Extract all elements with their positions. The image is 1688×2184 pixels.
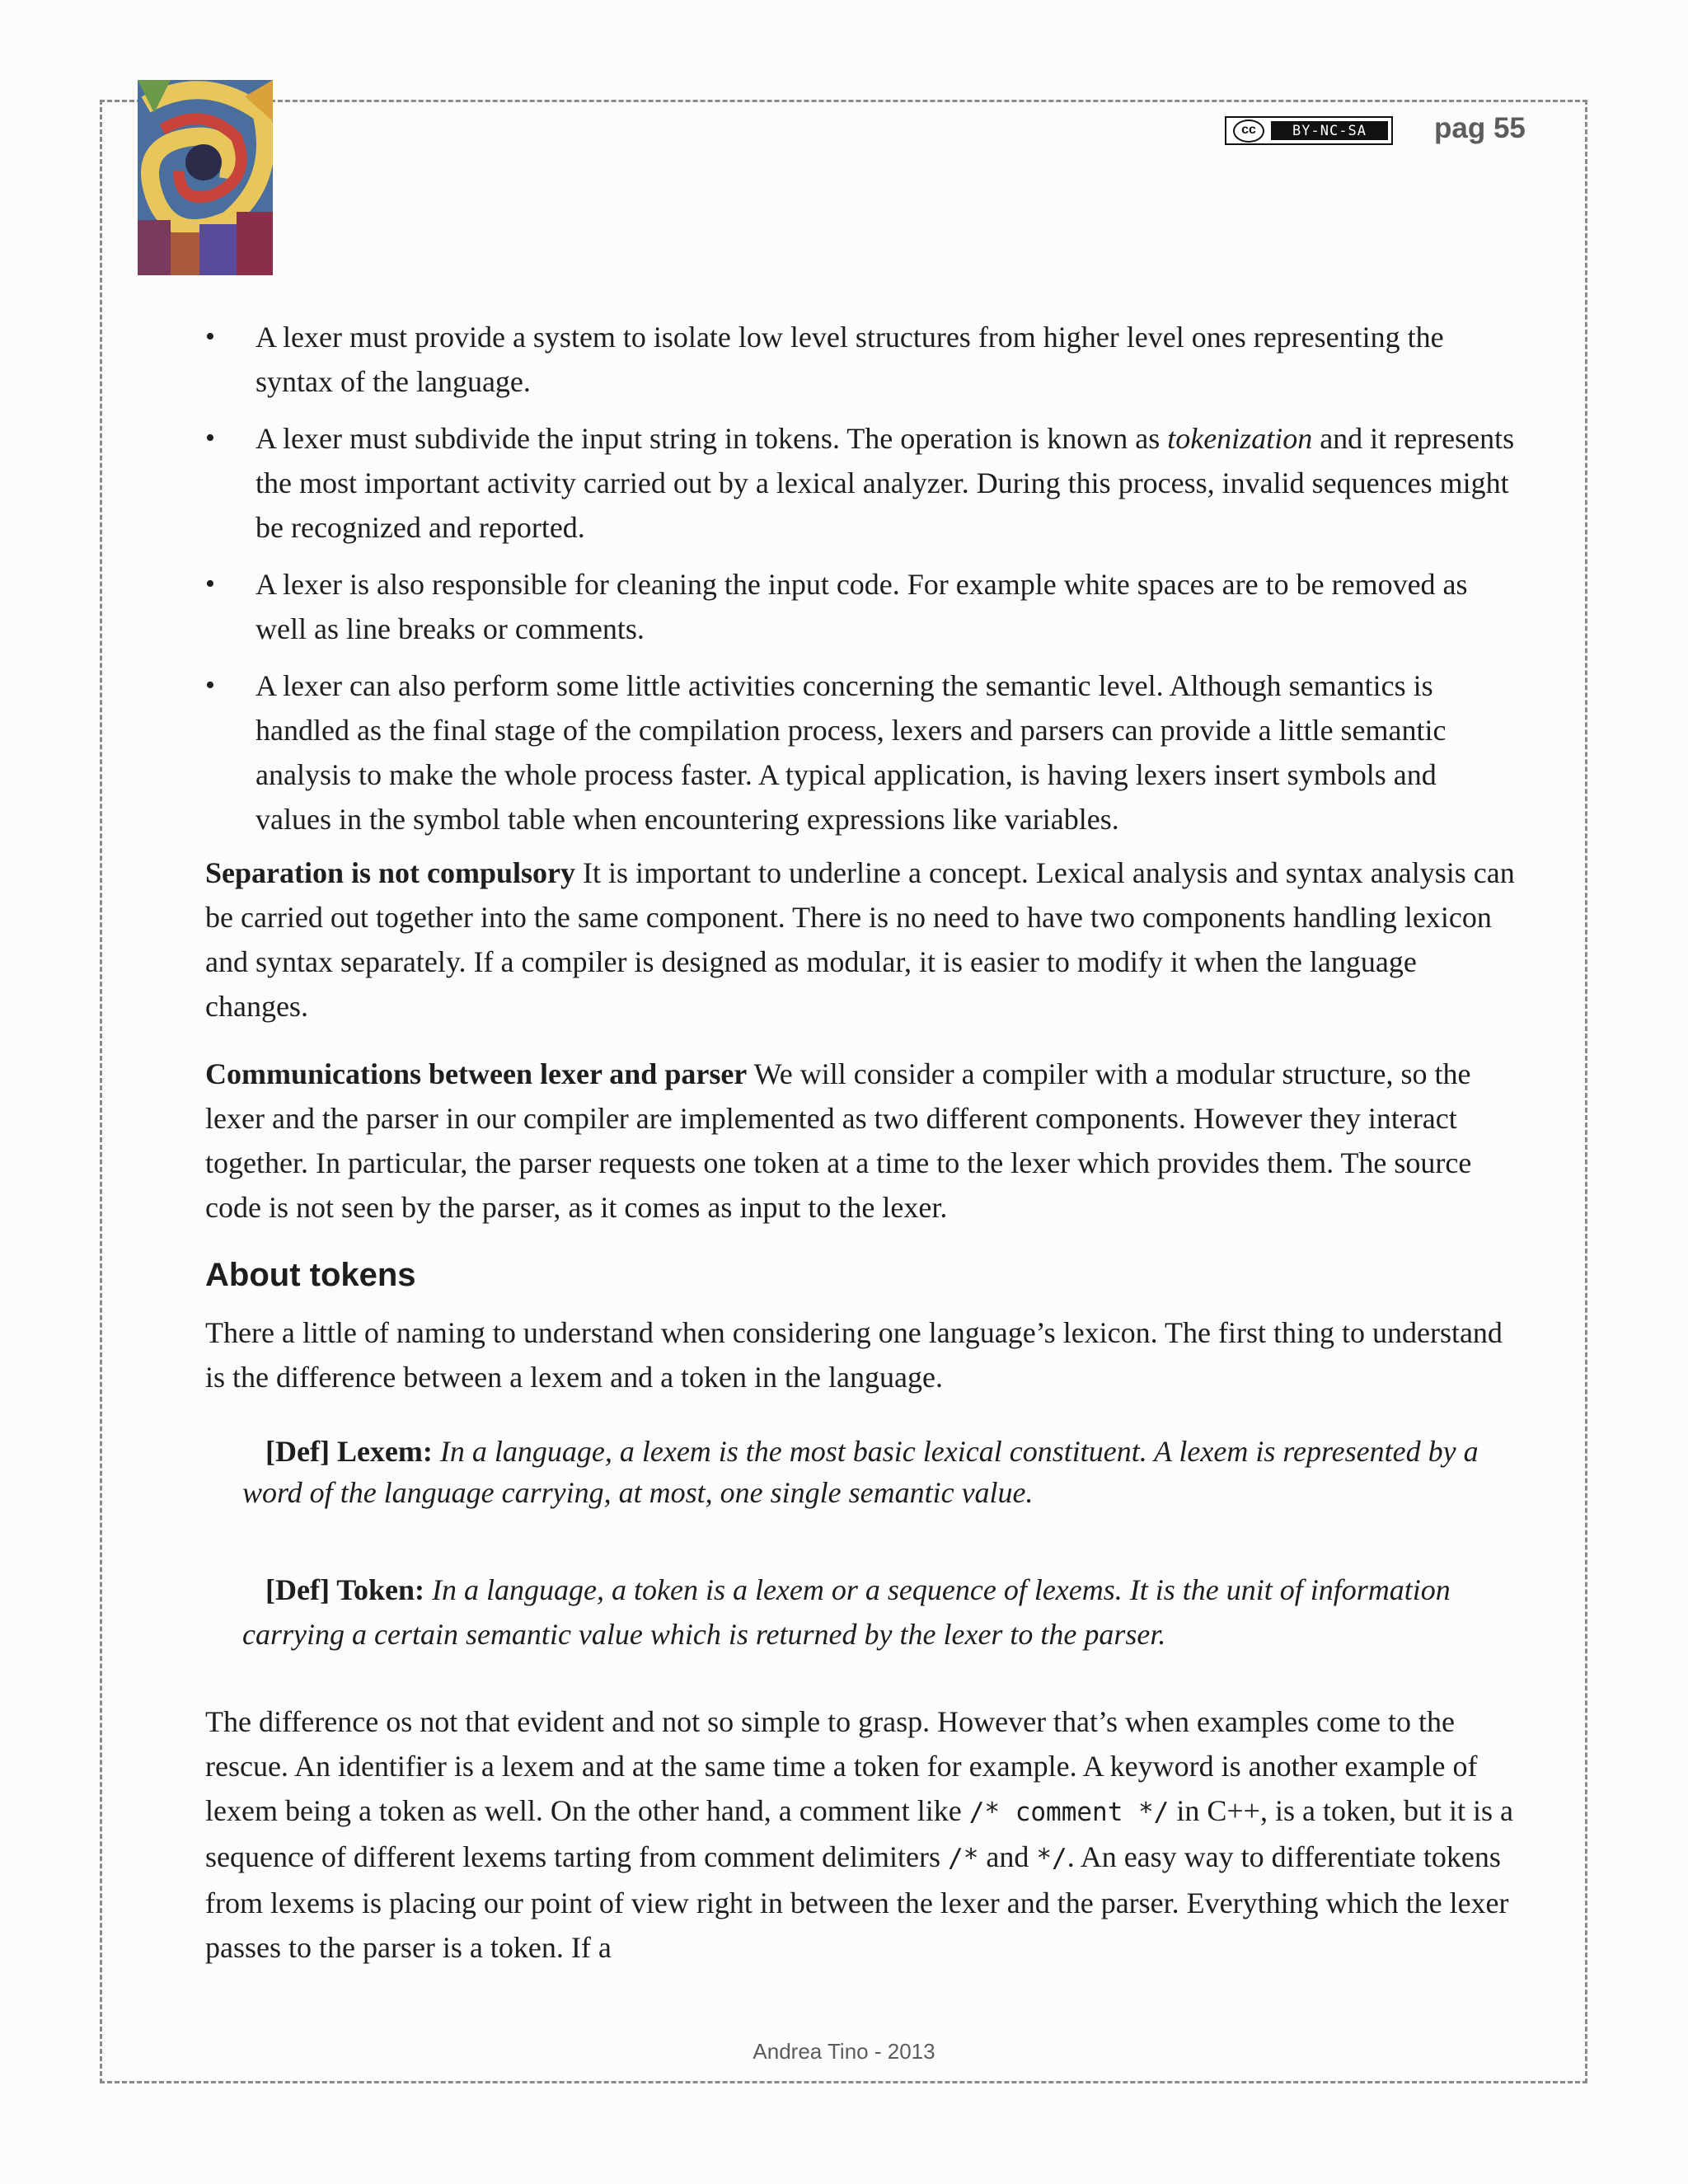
cc-license-badge — [1225, 116, 1393, 145]
paragraph-closing: The difference os not that evident and not so simple to grasp. However that’s when examples come to the rescue. An identifier is a lexem and at the same time a token for example. A keyword is another example of lexem being a token as well. On the other hand, a comment like /* comment */ in C++, is a token, but it is a sequence of different lexems tarting from comment delimiters /* and */. An easy way to differentiate tokens from lexems is placing our point of view right in between the lexer and the parser. Everything which the lexer passes to the parser is a token. If a — [205, 1705, 1513, 1964]
list-item: • A lexer must subdivide the input string in tokens. The operation is known as tokenization and it represents the most important activity carried out by a lexical analyzer. During this process, invalid sequences might be recognized and reported. — [205, 416, 1516, 550]
cc-icon: cc — [1226, 118, 1271, 143]
section-heading: About tokens — [205, 1257, 416, 1293]
run-in-title: Communications between lexer and parser — [205, 1057, 748, 1090]
list-item: • A lexer must provide a system to isolate low level structures from higher level ones representing the syntax of the language. — [205, 315, 1516, 404]
code-snippet: */ — [1036, 1844, 1067, 1873]
license-terms: BY-NC-SA — [1271, 121, 1388, 140]
page-footer: Andrea Tino - 2013 — [753, 2039, 935, 2064]
list-item: • A lexer can also perform some little activities concerning the semantic level. Although semantics is handled as the final stage of the compilation process, lexers and parsers can provide a little semantic analysis to make the whole process faster. A typical application, is having lexers insert symbols and values in the symbol table when encountering expressions like variables. — [205, 663, 1516, 841]
code-snippet: /* — [948, 1844, 979, 1873]
definition-token: [Def] Token: In a language, a token is a lexem or a sequence of lexems. It is the unit of information carrying a certain semantic value which is returned by the lexer to the parser. — [242, 1573, 1451, 1651]
cover-thumbnail-image — [138, 80, 273, 275]
list-item: • A lexer is also responsible for cleaning the input code. For example white spaces are to be removed as well as line breaks or comments. — [205, 562, 1516, 651]
run-in-title: Separation is not compulsory — [205, 856, 576, 889]
definition-label: [Def] Lexem: — [265, 1435, 433, 1468]
paragraph-communications: Communications between lexer and parser We will consider a compiler with a modular structure, so the lexer and the parser in our compiler are implemented as two different components. However they interact together. In particular, the parser requests one token at a time to the lexer which provides them. The source code is not seen by the parser, as it comes as input to the lexer. — [205, 1057, 1472, 1224]
code-snippet: /* comment */ — [968, 1797, 1170, 1827]
page-content — [205, 315, 1516, 1993]
paragraph-separation: Separation is not compulsory It is important to underline a concept. Lexical analysis and syntax analysis can be carried out together into the same component. There is no need to have two components handling lexicon and syntax separately. If a compiler is designed as modular, it is easier to modify it when the language changes. — [205, 856, 1515, 1023]
emphasis: tokenization — [1167, 422, 1313, 455]
paragraph-intro: There a little of naming to understand when considering one language’s lexicon. The first thing to understand is the difference between a lexem and a token in the language. — [205, 1316, 1503, 1394]
bullet-list — [205, 315, 1516, 841]
page-number: pag 55 — [1434, 112, 1526, 144]
definition-lexem: [Def] Lexem: In a language, a lexem is the most basic lexical constituent. A lexem is represented by a word of the language carrying, at most, one single semantic value. — [242, 1435, 1479, 1509]
definition-label: [Def] Token: — [265, 1573, 425, 1606]
